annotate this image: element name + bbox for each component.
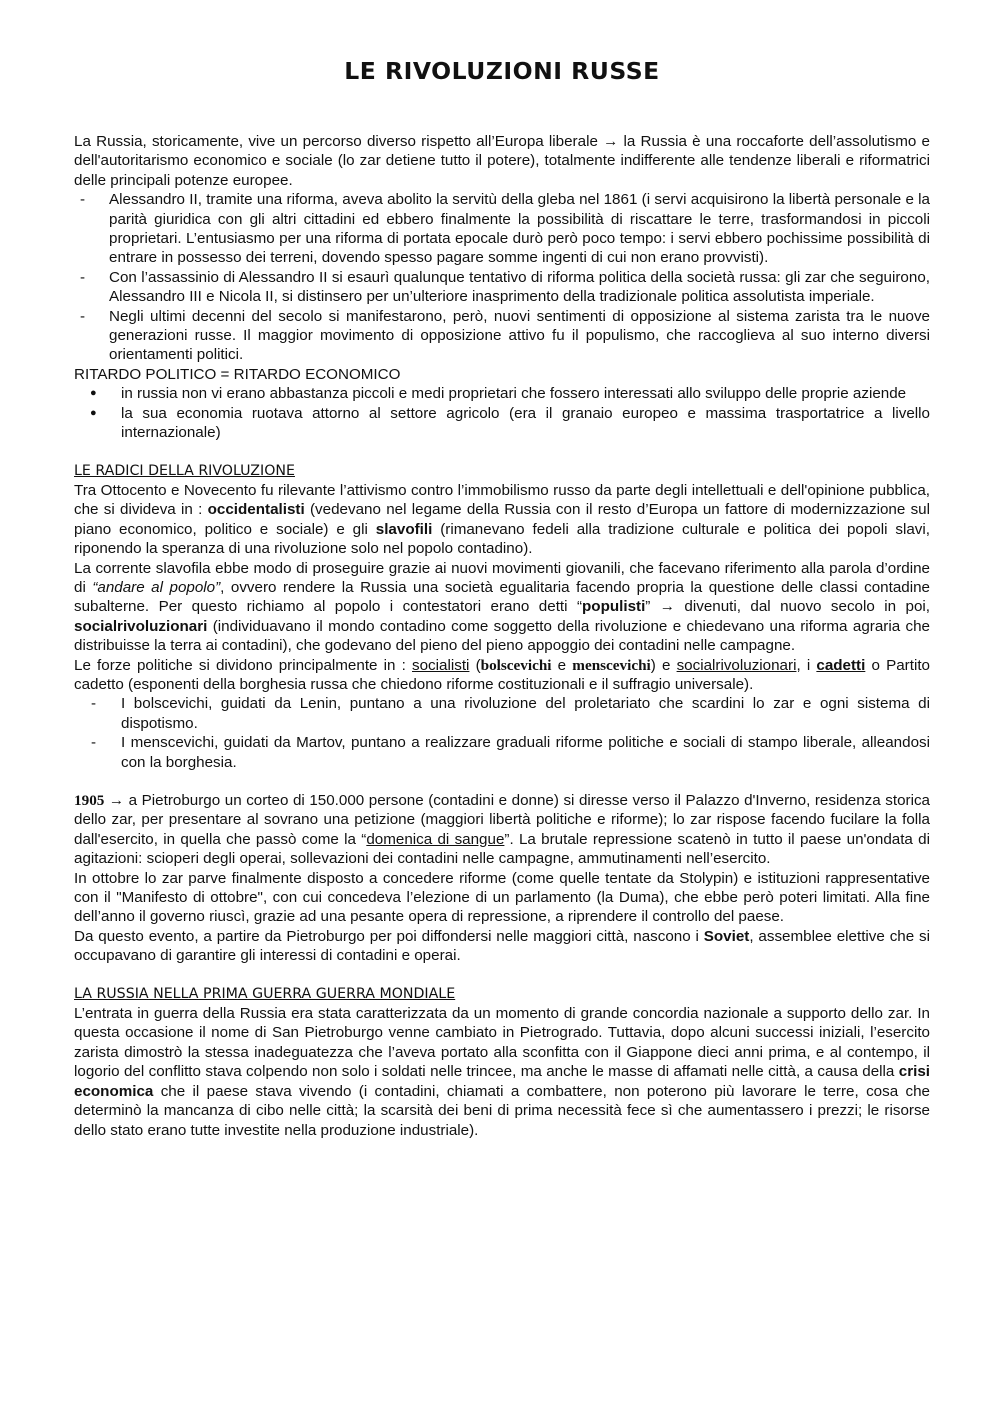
italic-term: “andare al popolo”: [92, 578, 221, 596]
text-span: (: [469, 656, 481, 674]
radici-paragraph-3: [74, 656, 930, 695]
list-item: - I bolscevichi, guidati da Lenin, puntano a una rivoluzione del proletariato che scardini lo zar e ogni sistema di dispotismo.: [74, 694, 930, 733]
bold-term: slavofili: [375, 520, 433, 538]
radici-paragraph-2: [74, 559, 930, 656]
text-span: (rimanevano fedeli alla tradizione culturale e politica dei popoli slavi, riponendo la speranza di una rivoluzione solo nel popolo contadino).: [74, 520, 930, 558]
section-heading-guerra: LA RUSSIA NELLA PRIMA GUERRA GUERRA MONDIALE: [74, 985, 456, 1002]
text-span: Tra Ottocento e Novecento fu rilevante l’attivismo contro l’immobilismo russo da parte degli intellettuali e dell'opinione pubblica, che si divideva in :: [74, 481, 930, 519]
document-title: LE RIVOLUZIONI RUSSE: [344, 57, 660, 85]
guerra-paragraph: [74, 1004, 930, 1140]
document-body: [74, 132, 930, 1140]
radici-dash-list: [74, 694, 930, 772]
bold-term: crisi economica: [74, 1063, 930, 1100]
text-span: (individuavano il mondo contadino come soggetto della rivoluzione e chiedevano una riforma agraria che distribuisse la terra ai contadini), che godevano del pieno del pieno appoggio dei contadini nelle campagne.: [74, 617, 930, 655]
text-span: (vedevano nel legame della Russia con il resto d’Europa un fattore di modernizzazione sul piano economico, politico e sociale) e gli: [74, 501, 930, 538]
list-item: - Con l’assassinio di Alessandro II si esaurì qualunque tentativo di riforma politica della società russa: gli zar che seguirono, Alessandro III e Nicola II, si distinsero per un’ulteriore inasprimento della tradizionale politica assolutista imperiale.: [74, 268, 930, 307]
list-item: ● la sua economia ruotava attorno al settore agricolo (era il granaio europeo e massima trasportatrice a livello internazionale): [74, 404, 930, 443]
text-span: → a Pietroburgo un corteo di 150.000 persone (contadini e donne) si diresse verso il Palazzo d'Inverno, residenza storica dello zar, per presentare al sovrano una petizione (maggiori libertà politiche e riforme); lo zar rispose facendo fucilare la folla dall'esercito, in quella che passò come la “: [74, 792, 930, 848]
text-span: , assemblee elettive che si occupavano di garantire gli interessi di contadini e operai.: [74, 927, 930, 965]
text-span: ”. La brutale repressione scatenò in tutto il paese un'ondata di agitazioni: scioperi degli operai, sollevazioni dei contadini nelle campagne, ammutinamenti nell’esercito.: [74, 830, 930, 868]
text-span: o Partito cadetto (esponenti della borghesia russa che chiedono riforme costituzionali e il suffragio universale).: [74, 656, 930, 693]
ritardo-bullet-list: [74, 384, 930, 442]
list-item: - I menscevichi, guidati da Martov, puntano a realizzare graduali riforme politiche e sociali di stampo liberale, alleandosi con la borghesia.: [74, 733, 930, 772]
intro-dash-list: [74, 190, 930, 365]
text-span: L’entrata in guerra della Russia era stata caratterizzata da un momento di grande concordia nazionale a supporto dello zar. In questa occasione il nome di San Pietroburgo venne cambiato in Pietrogrado. Tuttavia, dopo alcuni successi iniziali, l’esercito zarista dimostrò la stessa inadeguatezza che l’aveva portato alla sconfitta con il Giappone dieci anni prima, e al contempo, il logorio del conflitto stava colpendo non solo i soldati nelle trincee, ma anche le masse di affamati nelle città, a causa della: [74, 1005, 930, 1081]
paragraph-1905-2: In ottobre lo zar parve finalmente disposto a concedere riforme (come quelle tentate da Stolypin) e istituzioni rappresentative con il "Manifesto di ottobre", con cui concedeva l’elezione di un parlamento (la Duma), che ebbe però poteri limitati. Alla fine dell’anno il governo riuscì, grazie ad una pesante opera di repressione, a riprendere il controllo del paese.: [74, 869, 930, 926]
underlined-term: socialisti: [412, 656, 470, 674]
underlined-term: cadetti: [816, 656, 866, 674]
list-item: - Negli ultimi decenni del secolo si manifestarono, però, nuovi sentimenti di opposizione al sistema zarista tra le nuove generazioni russe. Il maggior movimento di opposizione attivo fu il populismo, che raccoglieva al suo interno diversi orientamenti politici.: [74, 307, 930, 365]
text-span: , ovvero rendere la Russia una società egualitaria facendo propria la questione delle classi contadine subalterne. Per questo richiamo al popolo i contestatori erano detti “: [74, 578, 930, 616]
text-span: Le forze politiche si dividono principalmente in :: [74, 656, 413, 674]
bold-term: Soviet: [703, 927, 750, 945]
list-item: ● in russia non vi erano abbastanza piccoli e medi proprietari che fossero interessati allo sviluppo delle proprie aziende: [74, 384, 930, 403]
bold-term: menscevichi: [572, 656, 651, 674]
text-span: che il paese stava vivendo (i contadini, chiamati a combattere, non poterono più lavorare le terre, cosa che determinò la mancanza di cibo nelle città; la scarsità dei beni di prima necessità fece sì che aumentassero i prezzi; le risorse dello stato erano tutte investite nella produzione industriale).: [74, 1082, 930, 1139]
text-span: La corrente slavofila ebbe modo di proseguire grazie ai nuovi movimenti giovanili, che facevano riferimento alla parola d’ordine di: [74, 559, 930, 596]
list-item: - Alessandro II, tramite una riforma, aveva abolito la servitù della gleba nel 1861 (i servi acquisirono la libertà personale e la parità giuridica con gli altri cittadini ed ebbero finalmente la possibilità di riscattare le terre, trasformandosi in piccoli proprietari. L’entusiasmo per una riforma di portata epocale durò però poco tempo: i servi ebbero pochissime possibilità di entrare in possesso dei terreni, dovendo spesso pagare somme ingenti di cui non erano provvisti).: [74, 190, 930, 268]
underlined-term: domenica di sangue: [366, 830, 505, 848]
paragraph-1905-1: [74, 791, 930, 869]
intro-paragraph: La Russia, storicamente, vive un percorso diverso rispetto all’Europa liberale → la Russia è una roccaforte dell’assolutismo e dell'autoritarismo economico e sociale (lo zar detiene tutto il potere), totalmente indifferente alle tendenze liberali e riformatrici delle principali potenze europee.: [74, 133, 930, 189]
section-heading-radici: LE RADICI DELLA RIVOLUZIONE: [74, 462, 295, 479]
text-span: , i: [796, 656, 817, 674]
ritardo-line: RITARDO POLITICO = RITARDO ECONOMICO: [74, 365, 401, 383]
text-span: Da questo evento, a partire da Pietroburgo per poi diffondersi nelle maggiori città, nascono i: [74, 927, 704, 945]
spacer: [74, 772, 930, 791]
year-label: 1905: [74, 792, 105, 809]
radici-paragraph-1: [74, 481, 930, 559]
bold-term: populisti: [582, 598, 646, 616]
text-span: ) e: [650, 656, 677, 674]
bold-term: bolscevichi: [480, 656, 552, 674]
text-span: ” → divenuti, dal nuovo secolo in poi,: [645, 598, 930, 616]
text-span: e: [551, 656, 573, 674]
bold-term: occidentalisti: [207, 501, 305, 519]
paragraph-1905-3: [74, 927, 930, 966]
underlined-term: socialrivoluzionari: [676, 656, 797, 674]
bold-term: socialrivoluzionari: [74, 617, 208, 635]
